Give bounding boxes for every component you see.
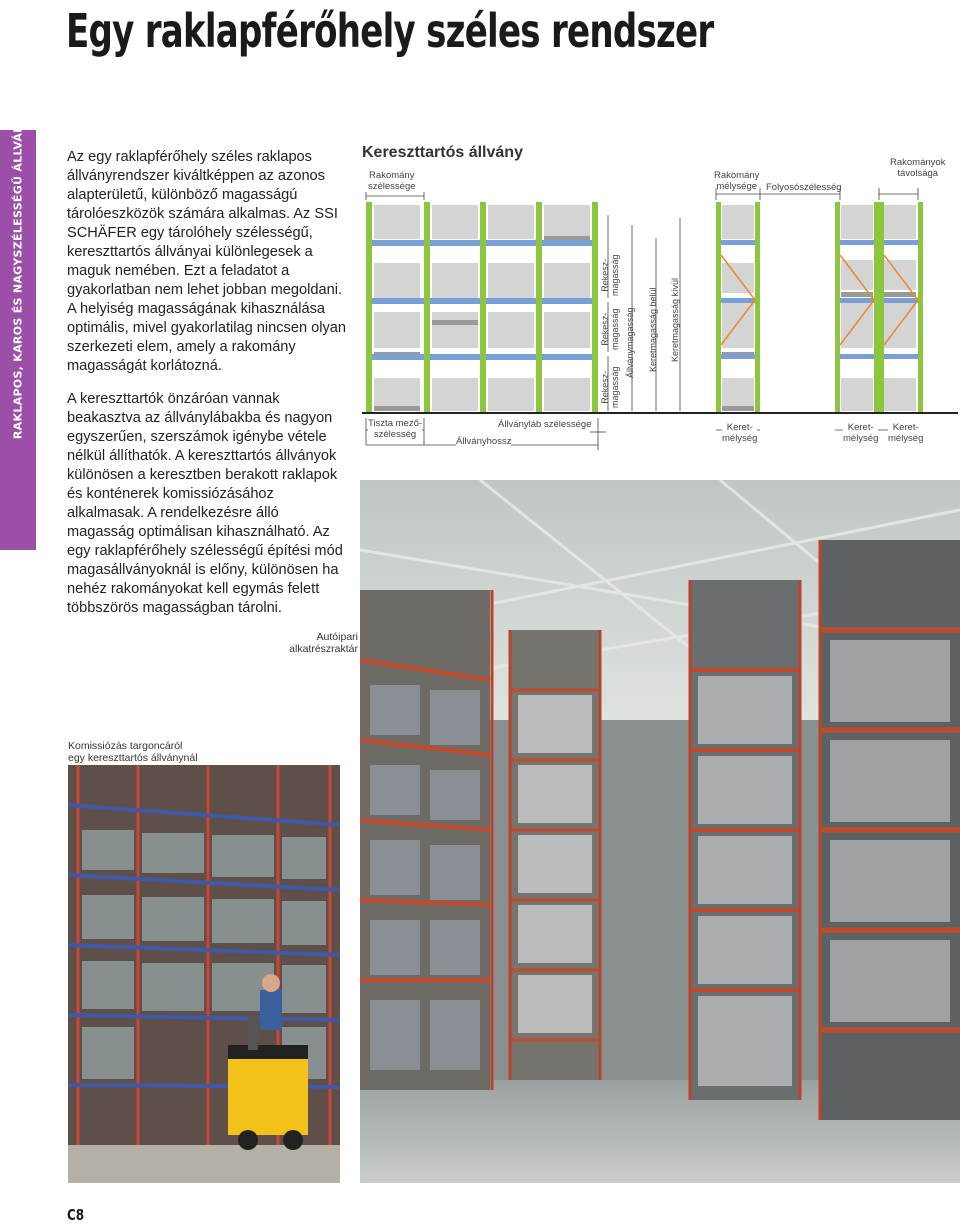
label-rack-length: Állványhossz [456,436,512,447]
load-box [432,263,478,298]
intro-paragraph: Az egy raklapférőhely széles raklapos állványrendszer kiváltképpen az azonos alapterületű, különböző magasságú tárolóeszközök számára alkalmas. Az SSI SCHÄFER egy tárolóhely szélességű, kereszttartós állványai különlegesek a maguk nemében. Ezt a feladatot a gyakorlatban nem lehet jobban megoldani. A helyiség magasságának kihasználása optimális, mivel gyakorlatilag nincsen olyan szerkezeti elem, amely a rakomány magasságát korlátozná. [67,149,347,374]
load-box [374,312,420,348]
label-load-depth: Rakomány mélysége [714,170,760,192]
load-box [488,263,534,298]
upright [480,202,486,412]
load-box [488,378,534,411]
load-box [432,312,478,348]
rack-center-boxes [518,695,592,1033]
label-frame-height-inner: Keretmagasság belül [648,287,658,372]
page-number: C8 [67,1206,85,1224]
rack-diagram [0,0,960,480]
picking-floor [68,1145,340,1183]
label-compartment-height-top: Rekesz- magasság [600,254,620,296]
load-box [544,312,590,348]
rack-right-front-boxes [698,676,792,1086]
page-title: Egy raklapférőhely széles rendszer [66,4,714,58]
warehouse-photo [360,480,960,1183]
diagram-title: Kereszttartós állvány [362,144,523,161]
pallet [374,406,420,411]
label-clear-field-width: Tiszta mező- szélesség [368,418,423,440]
small-photo-caption: Komissiózás targoncáról egy kereszttartós állványnál [68,740,198,764]
load-box [544,263,590,298]
load-box [488,205,534,239]
load-box [432,378,478,411]
load-box [374,263,420,298]
upright [366,202,372,412]
label-compartment-height-bottom: Rekesz- magasság [600,366,620,408]
upright [592,202,598,412]
label-frame-width: Állványláb szélessége [498,419,592,430]
label-frame-depth-middle: Keret- mélység [843,422,879,444]
load-box [432,205,478,239]
side-loads [722,205,916,411]
load-box [544,378,590,411]
label-aisle-width: Folyosószélesség [766,182,842,193]
label-frame-height-outer: Keretmagasság kívül [670,277,680,362]
load-box [544,205,590,239]
label-load-width: Rakomány szélessége [368,170,416,192]
main-photo-caption: Autóipari alkatrészraktár [289,631,358,655]
beam-paragraph: A kereszttartók önzáróan vannak beakasztva az állványlábakba és nagyon egyszerűen, szerszámok igénybe vétele nélkül állíthatók. A kereszttartós állványok különösen a keresztben berakott raklapok és konténerek komissiózásához alkalmasak. A rendelkezésre álló magasság optimálisan kihasználható. Az egy raklapférőhely szélességű építési mód magasállványoknál is előny, különösen ha nehéz rakományokat kell egymás felett többszörös magasságban tárolni. [67,391,343,616]
upright [536,202,542,412]
label-compartment-height-middle: Rekesz- magasság [600,308,620,350]
label-frame-depth-left: Keret- mélység [722,422,758,444]
load-box [374,205,420,239]
upright [424,202,430,412]
label-frame-depth-right: Keret- mélység [888,422,924,444]
load-box [488,312,534,348]
section-tab-label: RAKLAPOS, KAROS ÉS NAGYSZÉLESSÉGŰ ÁLLVÁNYOK [11,96,25,440]
label-rack-height: Állványmagasság [625,307,635,378]
order-picking-photo [68,765,340,1183]
label-load-distance: Rakományok távolsága [890,157,946,179]
pallet [432,320,478,325]
